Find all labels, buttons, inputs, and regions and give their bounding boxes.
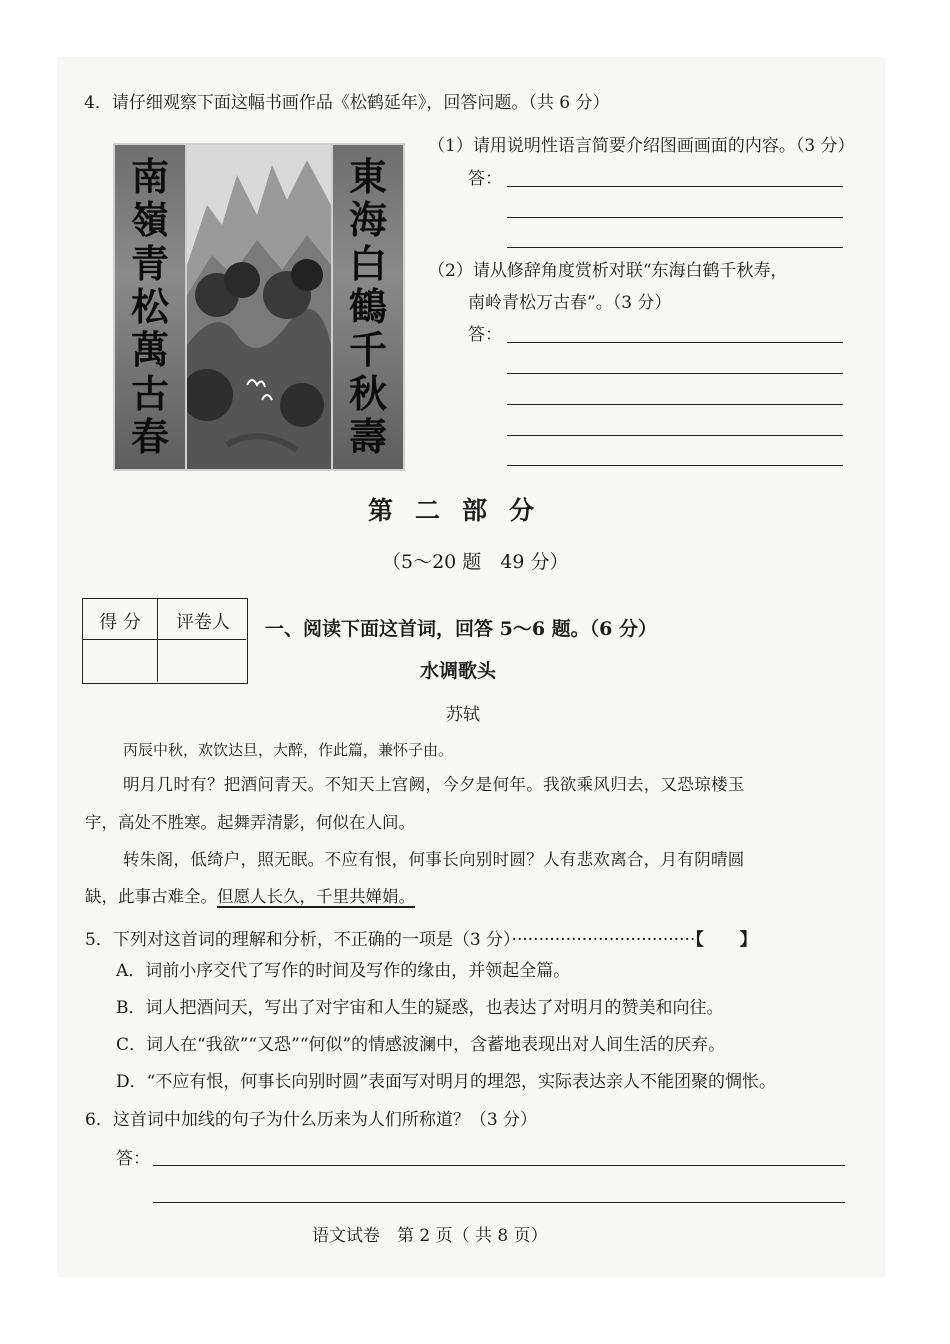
q6-answer-label: 答： xyxy=(116,1149,150,1169)
poem-line-4 xyxy=(85,886,415,908)
poem-line-4-plain: 缺，此事古难全。 xyxy=(85,887,217,906)
page-footer: 语文试卷 第 2 页（ 共 8 页） xyxy=(312,1226,548,1246)
couplet-left-char: 南 xyxy=(130,153,169,199)
score-input-cell[interactable] xyxy=(85,642,155,680)
q6-stem: 6．这首词中加线的句子为什么历来为人们所称道？（3 分） xyxy=(85,1110,538,1130)
q4-sub2-line2: 南岭青松万古春”。（3 分） xyxy=(468,293,672,313)
couplet-left-char: 古 xyxy=(130,370,169,416)
q5-option-b: B．词人把酒问天，写出了对宇宙和人生的疑惑，也表达了对明月的赞美和向往。 xyxy=(116,998,724,1018)
q4-sub2-answer-label: 答： xyxy=(468,325,502,345)
couplet-right-char: 鶴 xyxy=(348,283,387,329)
q5-dots: ·································· xyxy=(511,930,696,950)
q5-bracket-open: 【 xyxy=(695,930,704,950)
score-table xyxy=(82,598,248,684)
part2-subtitle: （5～20 题 49 分） xyxy=(382,551,569,573)
q5-option-c: C．词人在“我欲”“又恐”“何似”的情感波澜中，含蓄地表现出对人间生活的厌弃。 xyxy=(116,1035,726,1055)
couplet-right-char: 白 xyxy=(348,240,387,286)
poem-line-2: 宇，高处不胜寒。起舞弄清影，何似在人间。 xyxy=(85,813,415,832)
q4-sub1: （1）请用说明性语言简要介绍图画画面的内容。（3 分） xyxy=(428,136,855,156)
poem-title: 水调歌头 xyxy=(420,660,497,682)
section1-heading: 一、阅读下面这首词，回答 5～6 题。（6 分） xyxy=(265,618,658,640)
score-table-divider-v xyxy=(157,599,158,682)
grader-input-cell[interactable] xyxy=(161,642,245,680)
landscape-image xyxy=(187,145,331,469)
couplet-right-char: 壽 xyxy=(348,414,387,460)
couplet-right-char: 海 xyxy=(348,197,387,243)
painting-song-he-yan-nian xyxy=(113,143,405,471)
q6-answer-line-1[interactable] xyxy=(153,1165,845,1166)
q4-sub2-answer-line-3[interactable] xyxy=(507,404,843,405)
landscape-painting xyxy=(187,145,331,469)
q4-sub1-answer-label: 答： xyxy=(468,169,502,189)
poem-author: 苏轼 xyxy=(446,705,480,725)
q5-stem xyxy=(85,923,757,951)
q6-answer-line-2[interactable] xyxy=(153,1202,845,1203)
q4-sub2-answer-line-5[interactable] xyxy=(507,465,843,466)
q4-sub2-answer-line-4[interactable] xyxy=(507,435,843,436)
part2-title: 第二部分 xyxy=(368,496,557,525)
poem-line-3: 转朱阁，低绮户，照无眠。不应有恨，何事长向别时圆？人有悲欢离合，月有阴晴圆 xyxy=(123,850,745,869)
q5-option-a: A．词前小序交代了写作的时间及写作的缘由，并领起全篇。 xyxy=(116,961,571,981)
poem-line-1: 明月几时有？把酒问青天。不知天上宫阙，今夕是何年。我欲乘风归去，又恐琼楼玉 xyxy=(123,775,745,794)
couplet-left-scroll xyxy=(115,145,185,469)
couplet-left-char: 春 xyxy=(130,414,169,460)
q4-sub2-line1: （2）请从修辞角度赏析对联“东海白鹤千秋寿， xyxy=(428,261,788,281)
q4-sub1-answer-line-1[interactable] xyxy=(507,186,843,187)
poem-preface: 丙辰中秋，欢饮达旦，大醉，作此篇，兼怀子由。 xyxy=(123,741,454,759)
couplet-right-char: 秋 xyxy=(348,370,387,416)
q4-title: 4．请仔细观察下面这幅书画作品《松鹤延年》，回答问题。（共 6 分） xyxy=(84,93,610,113)
q5-answer-box[interactable] xyxy=(704,923,740,945)
q4-sub2-answer-line-2[interactable] xyxy=(507,373,843,374)
q4-sub2-answer-line-1[interactable] xyxy=(507,342,843,343)
q5-stem-text: 5．下列对这首词的理解和分析，不正确的一项是（3 分） xyxy=(85,930,512,950)
score-header: 得 分 xyxy=(99,612,141,633)
couplet-right-char: 千 xyxy=(348,327,387,373)
grader-header: 评卷人 xyxy=(176,612,230,633)
couplet-left-char: 青 xyxy=(130,240,169,286)
q4-sub1-answer-line-2[interactable] xyxy=(507,217,843,218)
couplet-right-scroll xyxy=(333,145,403,469)
poem-underlined-sentence: 但愿人长久，千里共婵娟。 xyxy=(217,887,415,906)
q5-option-d: D．“不应有恨，何事长向别时圆”表面写对明月的埋怨，实际表达亲人不能团聚的惆怅。 xyxy=(116,1072,777,1092)
couplet-left-char: 萬 xyxy=(130,327,169,373)
q5-bracket-close: 】 xyxy=(739,930,757,950)
couplet-left-char: 嶺 xyxy=(130,197,169,243)
q4-sub1-answer-line-3[interactable] xyxy=(507,247,843,248)
couplet-left-char: 松 xyxy=(130,283,169,329)
score-table-divider-h xyxy=(83,639,246,640)
couplet-right-char: 東 xyxy=(348,153,387,199)
